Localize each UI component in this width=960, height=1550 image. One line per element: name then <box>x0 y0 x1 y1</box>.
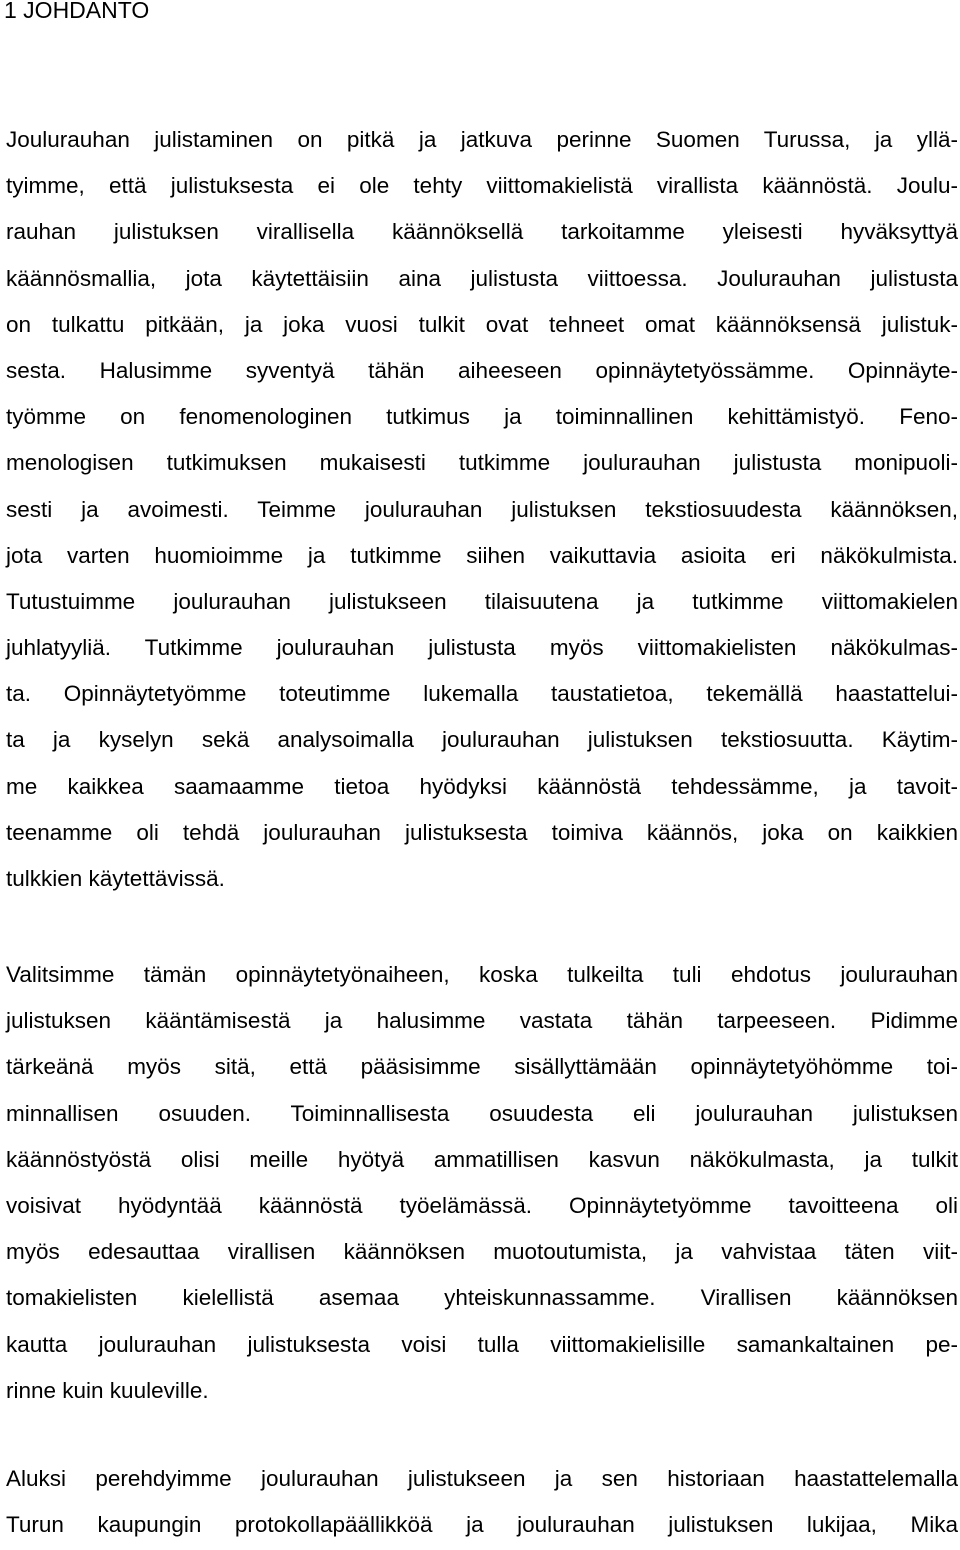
text-line: Tutustuimme joulurauhan julistukseen tilaisuutena ja tutkimme viittomakielen <box>6 588 958 614</box>
text-line: Aluksi perehdyimme joulurauhan julistukseen ja sen historiaan haastattelemalla <box>6 1466 958 1491</box>
text-line: menologisen tutkimuksen mukaisesti tutkimme joulurauhan julistusta monipuoli- <box>6 450 958 476</box>
text-line: Turun kaupungin protokollapäällikköä ja joulurauhan julistuksen lukijaa, Mika <box>6 1512 958 1538</box>
text-line: tomakielisten kielellistä asemaa yhteiskunnassamme. Virallisen käännöksen <box>6 1285 958 1311</box>
text-line: julistuksen kääntämisestä ja halusimme vastata tähän tarpeeseen. Pidimme <box>6 1008 958 1034</box>
text-line: käännösmallia, jota käytettäisiin aina julistusta viittoessa. Joulurauhan julistusta <box>6 265 958 291</box>
text-line: Valitsimme tämän opinnäytetyönaiheen, koska tulkeilta tuli ehdotus joulurauhan <box>6 962 958 987</box>
text-line: teenamme oli tehdä joulurauhan julistuksesta toimiva käännös, joka on kaikkien <box>6 819 958 845</box>
text-line: sesta. Halusimme syventyä tähän aiheeseen opinnäytetyössämme. Opinnäyte- <box>6 357 958 383</box>
text-line: kautta joulurauhan julistuksesta voisi tulla viittomakielisille samankaltainen pe- <box>6 1331 958 1357</box>
text-line: jota varten huomioimme ja tutkimme siihen vaikuttavia asioita eri näkökulmista. <box>6 542 958 568</box>
text-line: rauhan julistuksen virallisella käännöksellä tarkoitamme yleisesti hyväksyttyä <box>6 219 958 245</box>
text-line: me kaikkea saamaamme tietoa hyödyksi käännöstä tehdessämme, ja tavoit- <box>6 773 958 799</box>
text-line: käännöstyöstä olisi meille hyötyä ammatillisen kasvun näkökulmasta, ja tulkit <box>6 1146 958 1172</box>
paragraph-introduction <box>6 117 958 902</box>
text-line: tulkkien käytettävissä. <box>6 866 225 891</box>
text-line: on tulkattu pitkään, ja joka vuosi tulkit ovat tehneet omat käännöksensä julistuk- <box>6 311 958 337</box>
text-line: työmme on fenomenologinen tutkimus ja toiminnallinen kehittämistyö. Feno- <box>6 404 958 430</box>
text-line: juhlatyyliä. Tutkimme joulurauhan julistusta myös viittomakielisten näkökulmas- <box>6 635 958 661</box>
text-line: ta. Opinnäytetyömme toteutimme lukemalla taustatietoa, tekemällä haastattelui- <box>6 681 958 707</box>
text-line: minnallisen osuuden. Toiminnallisesta osuudesta eli joulurauhan julistuksen <box>6 1100 958 1126</box>
text-line: sesti ja avoimesti. Teimme joulurauhan julistuksen tekstiosuudesta käännöksen, <box>6 496 958 522</box>
chapter-heading: 1 JOHDANTO <box>4 0 150 23</box>
text-line: tärkeänä myös sitä, että pääsisimme sisällyttämään opinnäytetyöhömme toi- <box>6 1054 958 1080</box>
text-line: ta ja kyselyn sekä analysoimalla joulurauhan julistuksen tekstiosuutta. Käytim- <box>6 727 958 753</box>
text-line: tyimme, että julistuksesta ei ole tehty viittomakielistä virallista käännöstä. Joulu- <box>6 173 958 199</box>
text-line: rinne kuin kuuleville. <box>6 1377 209 1403</box>
text-line: Joulurauhan julistaminen on pitkä ja jatkuva perinne Suomen Turussa, ja yllä- <box>6 127 958 152</box>
text-line: myös edesauttaa virallisen käännöksen muotoutumista, ja vahvistaa täten viit- <box>6 1239 958 1265</box>
text-line: voisivat hyödyntää käännöstä työelämässä. Opinnäytetyömme tavoitteena oli <box>6 1192 958 1218</box>
paragraph-method <box>6 1456 958 1548</box>
paragraph-motivation <box>6 952 958 1414</box>
